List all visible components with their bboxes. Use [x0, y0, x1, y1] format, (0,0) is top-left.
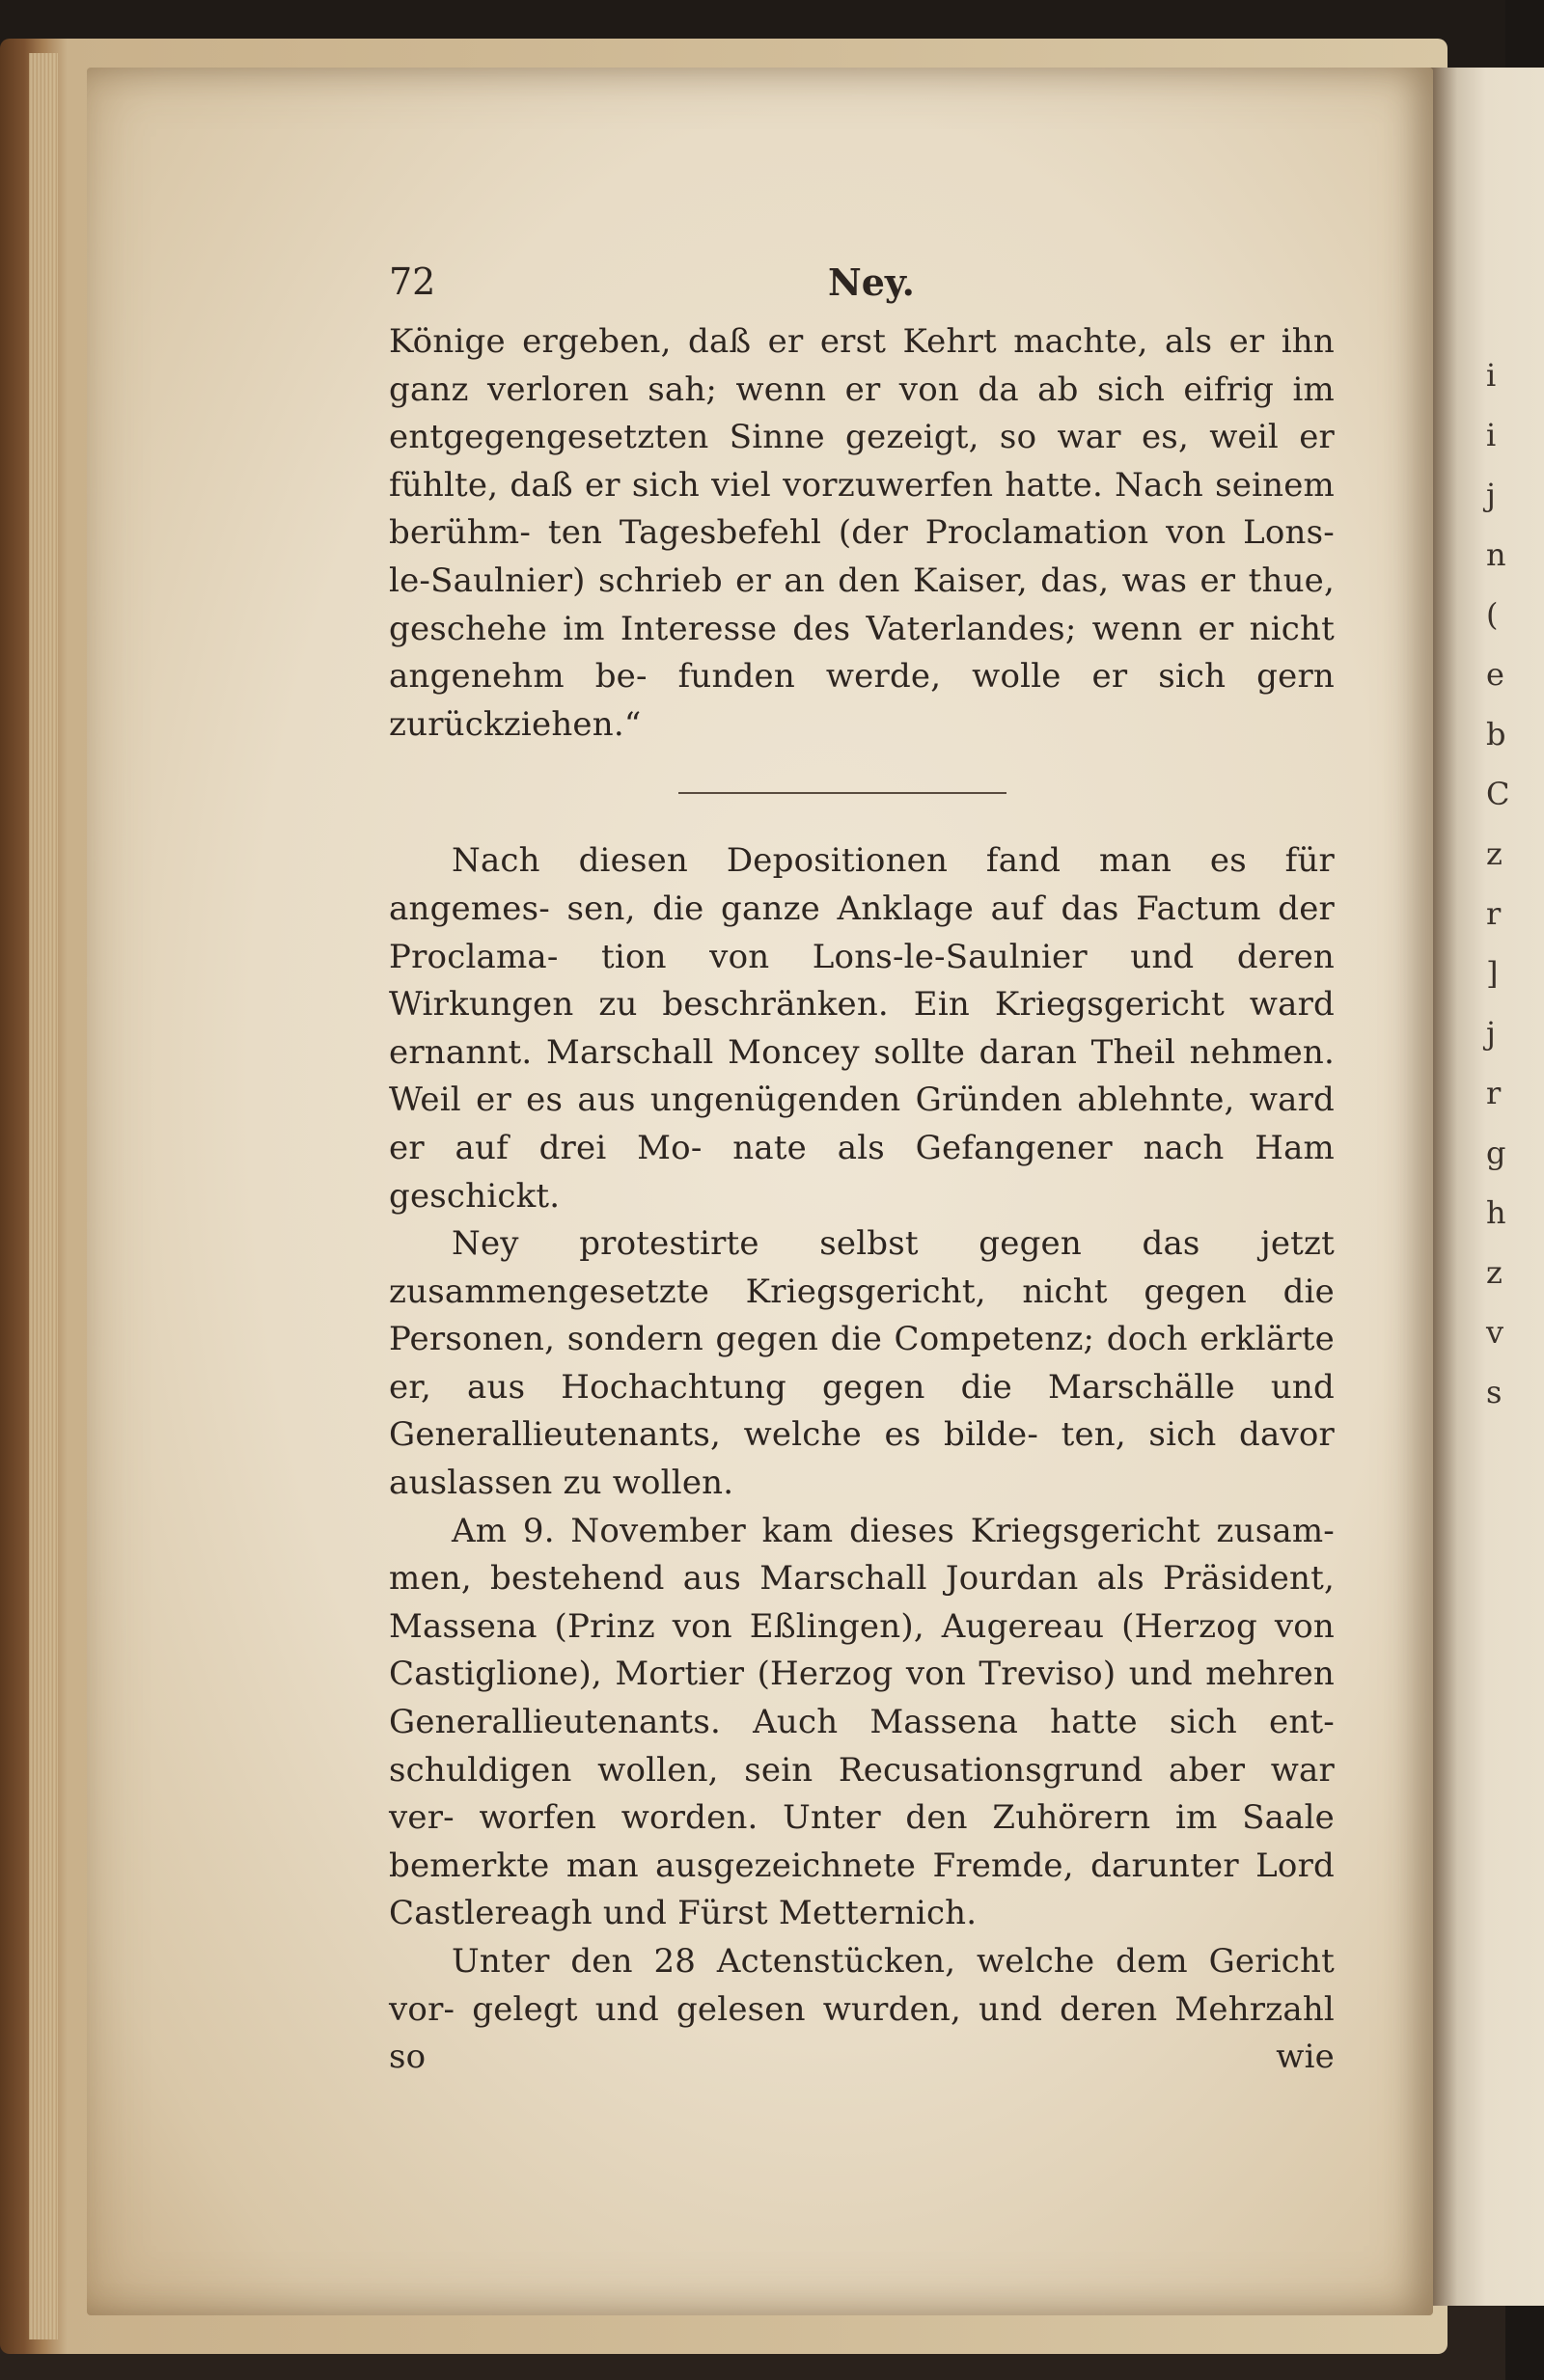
facing-page-letter: e: [1486, 656, 1504, 693]
facing-page-letter: z: [1486, 1254, 1503, 1291]
facing-page-letter: r: [1486, 895, 1502, 932]
paragraph-1: Könige ergeben, daß er erst Kehrt machte, als er ihn ganz verloren sah; wenn er von da ab sich eifrig im entgegengesetzten Sinne gezeigt, so war es, weil er fühlte, daß er sich viel vorzuwerfen hatte. Nach seinem berühm- ten Tagesbefehl (der Proclamation von Lons-le-Saulnier) schrieb er an den Kaiser, das, was er thue, geschehe im Interesse des Vaterlandes; wenn er nicht angenehm be- funden werde, wolle er sich gern zurückziehen.“: [389, 322, 1335, 744]
facing-page-letter: b: [1486, 716, 1506, 752]
running-head: Ney.: [828, 260, 915, 304]
paragraph-5: Unter den 28 Actenstücken, welche dem Gericht vor- gelegt und gelesen wurden, und deren Mehrzahl so wie: [389, 1942, 1335, 2077]
facing-page-letter: j: [1486, 477, 1496, 513]
facing-page-letter: r: [1486, 1075, 1502, 1111]
facing-page-letter: (: [1486, 596, 1499, 633]
facing-page-letter: n: [1486, 536, 1506, 573]
page-header: [389, 260, 1335, 318]
page-edges: [29, 53, 58, 2339]
paragraph-2: Nach diesen Depositionen fand man es für angemes- sen, die ganze Anklage auf das Factum der Proclama- tion von Lons-le-Saulnier und deren Wirkungen zu beschränken. Ein Kriegsgericht ward ernannt. Marschall Moncey sollte daran Theil nehmen. Weil er es aus ungenügenden Gründen ablehnte, ward er auf drei Mo- nate als Gefangener nach Ham geschickt.: [389, 841, 1335, 1216]
facing-page-letter: v: [1486, 1314, 1504, 1351]
section-divider: [678, 792, 1006, 794]
page-number: 72: [389, 260, 436, 303]
facing-page-letter: g: [1486, 1135, 1506, 1171]
facing-page-letter: h: [1486, 1194, 1506, 1231]
facing-page-letter: C: [1486, 776, 1510, 812]
facing-page-letter: s: [1486, 1374, 1503, 1410]
facing-page: [1428, 68, 1544, 2306]
facing-page-letter: i: [1486, 357, 1497, 394]
facing-page-letter: z: [1486, 835, 1503, 872]
paragraph-4: Am 9. November kam dieses Kriegsgericht zusam- men, bestehend aus Marschall Jourdan als Präsident, Massena (Prinz von Eßlingen), Augereau (Herzog von Castiglione), Mortier (Herzog von Treviso) und mehren Generallieutenants. Auch Massena hatte sich ent- schuldigen wollen, sein Recusationsgrund aber war ver- worfen worden. Unter den Zuhörern im Saale bemerkte man ausgezeichnete Fremde, darunter Lord Castlereagh und Fürst Metternich.: [389, 1511, 1335, 1933]
facing-page-letter: j: [1486, 1015, 1496, 1052]
facing-page-letter: ]: [1486, 955, 1499, 992]
page-text: [389, 260, 1335, 2082]
facing-page-letter: i: [1486, 417, 1497, 453]
paragraph-3: Ney protestirte selbst gegen das jetzt zusammengesetzte Kriegsgericht, nicht gegen die Personen, sondern gegen die Competenz; doch erklärte er, aus Hochachtung gegen die Marschälle und Generallieutenants, welche es bilde- ten, sich davor auslassen zu wollen.: [389, 1224, 1335, 1503]
